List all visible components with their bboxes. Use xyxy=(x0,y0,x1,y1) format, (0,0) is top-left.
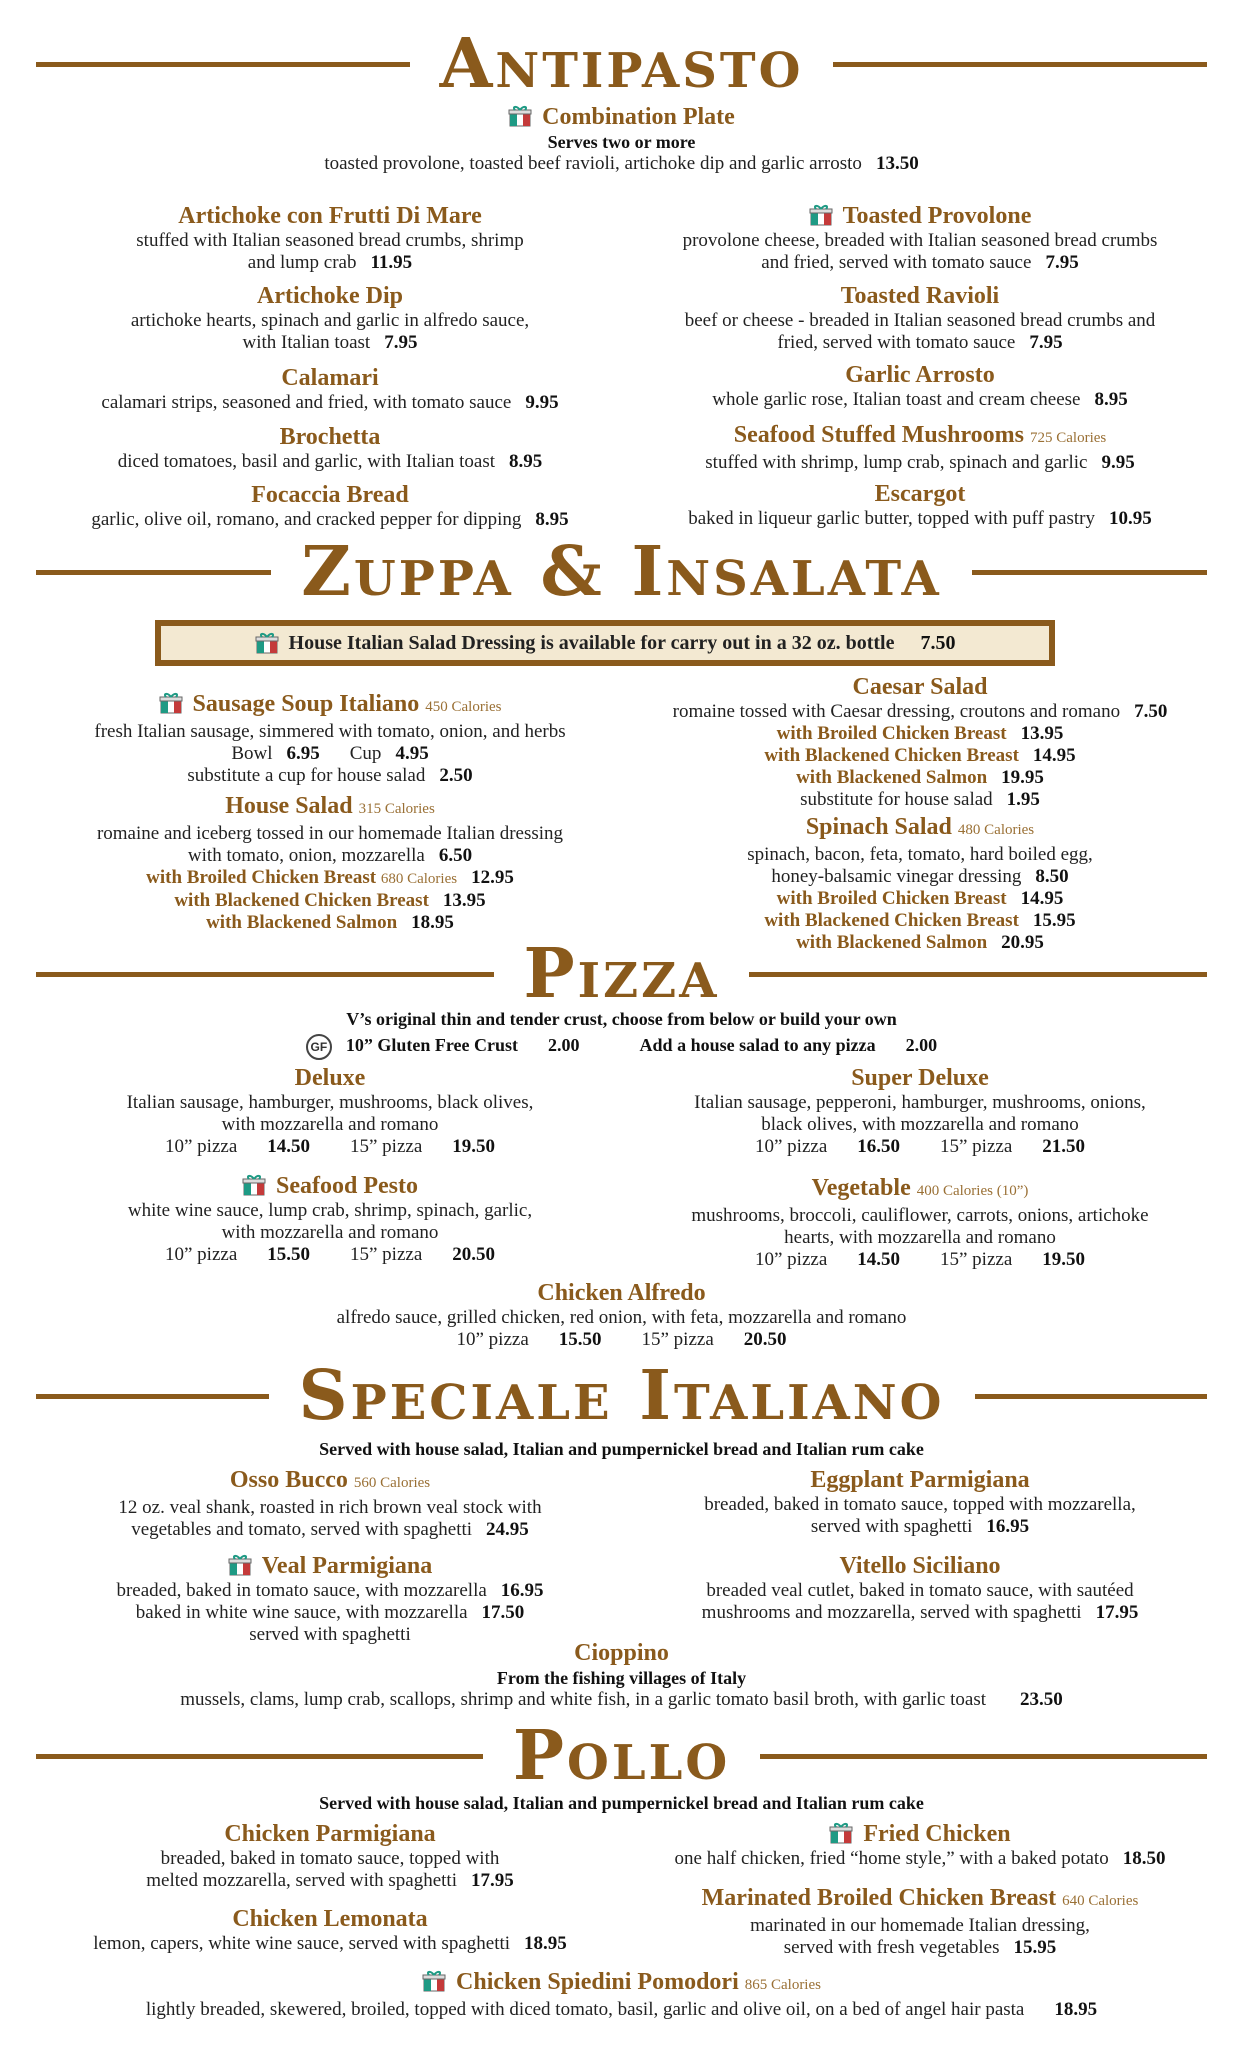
option-price: 13.95 xyxy=(1020,723,1064,744)
divider xyxy=(36,1394,269,1399)
sub-price: 1.95 xyxy=(1006,789,1040,810)
menu-item-super-deluxe xyxy=(620,1064,1220,1158)
item-note: From the fishing villages of Italy xyxy=(496,1668,747,1688)
item-name: Vegetable xyxy=(811,1175,911,1201)
gift-icon xyxy=(159,692,183,714)
item-desc: stuffed with shrimp, lump crab, spinach and garlic xyxy=(705,452,1088,473)
size-10-price: 14.50 xyxy=(857,1249,900,1270)
item-desc: mushrooms, broccoli, cauliflower, carrots, onions, artichoke xyxy=(691,1205,1149,1226)
menu-item-toasted-provolone xyxy=(620,202,1220,274)
item-price: 11.95 xyxy=(370,252,413,273)
item-desc: hearts, with mozzarella and romano xyxy=(784,1227,1056,1248)
menu-item-seafood-pesto xyxy=(30,1172,630,1266)
divider xyxy=(833,62,1207,67)
item-desc: lemon, capers, white wine sauce, served with spaghetti xyxy=(93,1933,511,1954)
item-desc: Italian sausage, pepperoni, hamburger, mushrooms, onions, xyxy=(694,1092,1146,1113)
bowl-price: 6.95 xyxy=(286,743,320,764)
item-name: Caesar Salad xyxy=(852,674,988,700)
option-calories: 680 Calories xyxy=(380,871,458,887)
divider xyxy=(36,1754,483,1759)
size-10-label: 10” pizza xyxy=(456,1329,529,1350)
section-title: Antipasto xyxy=(439,24,804,104)
gift-icon xyxy=(255,632,279,654)
item-desc: honey-balsamic vinegar dressing xyxy=(771,866,1022,887)
item-price: 16.95 xyxy=(500,1580,544,1601)
item-desc: beef or cheese - breaded in Italian seasoned bread crumbs and xyxy=(684,310,1156,331)
section-title: Speciale Italiano xyxy=(298,1356,945,1436)
menu-item-fried-chicken xyxy=(620,1820,1220,1870)
menu-item-chicken-alfredo xyxy=(0,1279,1243,1351)
size-10-label: 10” pizza xyxy=(164,1136,238,1157)
size-15-price: 19.50 xyxy=(452,1136,496,1157)
item-price: 16.95 xyxy=(986,1516,1030,1537)
item-desc: with tomato, onion, mozzarella xyxy=(187,845,425,866)
item-price: 8.95 xyxy=(1094,389,1128,410)
item-note: Serves two or more xyxy=(547,132,696,152)
item-name: Artichoke Dip xyxy=(257,283,403,309)
menu-item-calamari xyxy=(30,364,630,414)
item-desc: provolone cheese, breaded with Italian seasoned bread crumbs xyxy=(682,230,1158,251)
pizza-intro-text: V’s original thin and tender crust, choose from below or build your own xyxy=(346,1009,897,1029)
section-title: Zuppa & Insalata xyxy=(301,532,942,612)
option-label: with Broiled Chicken Breast xyxy=(776,723,1007,744)
item-name: Veal Parmigiana xyxy=(261,1553,433,1579)
item-price: 24.95 xyxy=(486,1519,529,1540)
item-name: Toasted Ravioli xyxy=(840,283,1000,309)
size-15-label: 15” pizza xyxy=(940,1136,1013,1157)
item-desc: one half chicken, fried “home style,” with a baked potato xyxy=(674,1848,1109,1869)
item-desc: fried, served with tomato sauce xyxy=(777,332,1016,353)
item-desc: marinated in our homemade Italian dressing, xyxy=(750,1915,1090,1936)
menu-item-marinated-chicken xyxy=(620,1884,1220,1959)
item-calories: 560 Calories xyxy=(353,1475,431,1491)
divider xyxy=(749,972,1207,977)
option-price: 12.95 xyxy=(471,867,514,888)
option-label: with Blackened Salmon xyxy=(796,767,988,788)
item-name: Combination Plate xyxy=(542,104,735,130)
dressing-banner xyxy=(155,620,1055,666)
divider xyxy=(760,1754,1207,1759)
menu-item-deluxe xyxy=(30,1064,630,1158)
item-name: Calamari xyxy=(281,365,379,391)
item-desc: vegetables and tomato, served with spaghetti xyxy=(131,1519,473,1540)
item-desc: with mozzarella and romano xyxy=(221,1114,439,1135)
item-desc: fresh Italian sausage, simmered with tomato, onion, and herbs xyxy=(94,721,566,742)
item-price: 17.95 xyxy=(1095,1602,1139,1623)
item-price: 23.50 xyxy=(1020,1689,1063,1710)
size-15-price: 20.50 xyxy=(743,1329,787,1350)
item-price: 8.95 xyxy=(535,509,569,530)
item-desc: whole garlic rose, Italian toast and cream cheese xyxy=(712,389,1081,410)
menu-item-brochetta xyxy=(30,423,630,473)
speciale-intro-text: Served with house salad, Italian and pumpernickel bread and Italian rum cake xyxy=(319,1439,924,1459)
menu-item-eggplant-parmigiana xyxy=(620,1466,1220,1538)
menu-item-escargot xyxy=(620,480,1220,530)
menu-item-combination-plate xyxy=(0,103,1243,175)
item-desc: breaded, baked in tomato sauce, topped with xyxy=(160,1848,500,1869)
option-price: 19.95 xyxy=(1001,767,1044,788)
add-salad-price: 2.00 xyxy=(905,1035,938,1056)
item-price: 8.95 xyxy=(509,451,543,472)
section-header-speciale xyxy=(0,1356,1243,1436)
item-desc: breaded veal cutlet, baked in tomato sauce, with sautéed xyxy=(706,1580,1134,1601)
item-desc: artichoke hearts, spinach and garlic in alfredo sauce, xyxy=(130,310,530,331)
menu-item-cioppino xyxy=(0,1639,1243,1711)
menu-item-chicken-parmigiana xyxy=(30,1820,630,1892)
item-name: Escargot xyxy=(874,481,966,507)
menu-item-spinach-salad xyxy=(620,813,1220,954)
divider xyxy=(36,972,494,977)
item-price: 7.95 xyxy=(384,332,418,353)
gluten-free-icon: GF xyxy=(306,1034,332,1060)
banner-text: House Italian Salad Dressing is available for carry out in a 32 oz. bottle xyxy=(288,631,895,654)
item-price: 9.95 xyxy=(525,392,559,413)
item-calories: 640 Calories xyxy=(1062,1893,1139,1909)
item-desc: served with fresh vegetables xyxy=(783,1937,1000,1958)
option-price: 15.95 xyxy=(1032,910,1076,931)
menu-item-toasted-ravioli xyxy=(620,282,1220,354)
item-name: Sausage Soup Italiano xyxy=(192,691,420,717)
item-price: 9.95 xyxy=(1101,452,1135,473)
item-desc: black olives, with mozzarella and romano xyxy=(761,1114,1079,1135)
gift-icon xyxy=(809,204,833,226)
banner-price: 7.50 xyxy=(920,631,956,654)
option-price: 13.95 xyxy=(442,890,486,911)
menu-item-chicken-spiedini xyxy=(0,1968,1243,2021)
item-price: 8.50 xyxy=(1035,866,1069,887)
size-10-price: 15.50 xyxy=(558,1329,602,1350)
menu-item-artichoke-dip xyxy=(30,282,630,354)
gift-icon xyxy=(228,1554,252,1576)
item-desc: melted mozzarella, served with spaghetti xyxy=(146,1870,457,1891)
item-price: 18.95 xyxy=(524,1933,567,1954)
item-name: Garlic Arrosto xyxy=(845,362,995,388)
item-desc: breaded, baked in tomato sauce, topped with mozzarella, xyxy=(704,1494,1136,1515)
gift-icon xyxy=(508,105,532,127)
item-desc: diced tomatoes, basil and garlic, with Italian toast xyxy=(117,451,495,472)
item-price: 10.95 xyxy=(1109,508,1152,529)
item-name: Seafood Pesto xyxy=(276,1173,418,1199)
item-calories: 480 Calories xyxy=(957,822,1035,838)
item-name: Brochetta xyxy=(279,424,381,450)
divider xyxy=(972,570,1207,575)
bowl-label: Bowl xyxy=(231,743,273,764)
divider xyxy=(36,570,271,575)
item-name: Fried Chicken xyxy=(863,1821,1011,1847)
item-price: 7.95 xyxy=(1045,252,1079,273)
sub-price: 2.50 xyxy=(439,765,473,786)
option-label: with Broiled Chicken Breast xyxy=(776,888,1007,909)
gf-crust-label: 10” Gluten Free Crust xyxy=(345,1035,519,1056)
menu-item-vegetable xyxy=(620,1174,1220,1271)
item-name: Deluxe xyxy=(294,1065,366,1091)
item-price: 6.50 xyxy=(438,845,473,866)
item-name: Chicken Lemonata xyxy=(232,1906,428,1932)
size-15-price: 21.50 xyxy=(1042,1136,1086,1157)
option-label: with Blackened Chicken Breast xyxy=(764,745,1019,766)
section-header-antipasto xyxy=(0,24,1243,104)
size-15-label: 15” pizza xyxy=(350,1136,423,1157)
menu-item-sausage-soup xyxy=(30,690,630,787)
size-10-price: 14.50 xyxy=(267,1136,310,1157)
item-name: Seafood Stuffed Mushrooms xyxy=(733,422,1024,448)
item-desc: and fried, served with tomato sauce xyxy=(761,252,1032,273)
item-name: Cioppino xyxy=(574,1640,669,1666)
divider xyxy=(975,1394,1208,1399)
item-name: Chicken Parmigiana xyxy=(224,1821,436,1847)
size-15-label: 15” pizza xyxy=(641,1329,714,1350)
item-desc: spinach, bacon, feta, tomato, hard boiled egg, xyxy=(747,844,1093,865)
item-desc: romaine tossed with Caesar dressing, croutons and romano xyxy=(672,701,1121,722)
section-header-pizza xyxy=(0,934,1243,1014)
item-calories: 725 Calories xyxy=(1030,430,1107,446)
size-15-price: 20.50 xyxy=(452,1244,496,1265)
gift-icon xyxy=(422,1970,446,1992)
item-name: Artichoke con Frutti Di Mare xyxy=(178,203,482,229)
item-desc: lightly breaded, skewered, broiled, topped with diced tomato, basil, garlic and olive oil, on a bed of angel hair pasta xyxy=(145,1999,1025,2020)
item-desc: alfredo sauce, grilled chicken, red onion, with feta, mozzarella and romano xyxy=(336,1307,907,1328)
item-desc: baked in white wine sauce, with mozzarella xyxy=(135,1602,468,1623)
item-desc: 12 oz. veal shank, roasted in rich brown veal stock with xyxy=(118,1497,542,1518)
menu-item-caesar-salad xyxy=(620,673,1220,811)
section-header-pollo xyxy=(0,1716,1243,1796)
item-price: 18.95 xyxy=(1054,1999,1098,2020)
item-calories: 450 Calories xyxy=(425,699,502,715)
cup-label: Cup xyxy=(349,743,382,764)
section-title: Pollo xyxy=(512,1716,731,1796)
item-desc: toasted provolone, toasted beef ravioli, artichoke dip and garlic arrosto xyxy=(324,153,862,174)
option-price: 20.95 xyxy=(1001,932,1044,953)
item-calories: 400 Calories (10”) xyxy=(916,1183,1029,1199)
item-name: Super Deluxe xyxy=(851,1065,989,1091)
item-name: House Salad xyxy=(225,793,353,819)
menu-item-veal-parmigiana xyxy=(30,1552,630,1646)
pizza-intro xyxy=(0,1008,1243,1060)
item-calories: 865 Calories xyxy=(744,1977,821,1993)
menu-item-osso-bucco xyxy=(30,1466,630,1541)
item-desc: served with spaghetti xyxy=(249,1624,411,1645)
item-name: Chicken Spiedini Pomodori xyxy=(456,1969,739,1995)
item-desc: mushrooms and mozzarella, served with spaghetti xyxy=(701,1602,1082,1623)
item-price: 7.95 xyxy=(1029,332,1063,353)
item-name: Marinated Broiled Chicken Breast xyxy=(701,1885,1057,1911)
size-10-label: 10” pizza xyxy=(754,1136,828,1157)
item-price: 7.50 xyxy=(1134,701,1168,722)
item-desc: romaine and iceberg tossed in our homemade Italian dressing xyxy=(96,823,564,844)
menu-item-seafood-mushrooms xyxy=(620,421,1220,474)
menu-item-house-salad xyxy=(30,792,630,934)
speciale-intro xyxy=(0,1438,1243,1460)
item-desc: stuffed with Italian seasoned bread crumbs, shrimp xyxy=(136,230,524,251)
item-name: Spinach Salad xyxy=(805,814,952,840)
cup-price: 4.95 xyxy=(395,743,429,764)
item-desc: and lump crab xyxy=(247,252,357,273)
option-price: 18.95 xyxy=(411,912,454,933)
add-salad-label: Add a house salad to any pizza xyxy=(639,1035,876,1056)
item-name: Eggplant Parmigiana xyxy=(810,1467,1030,1493)
item-price: 17.50 xyxy=(481,1602,525,1623)
menu-item-vitello-siciliano xyxy=(620,1552,1220,1624)
item-name: Osso Bucco xyxy=(229,1467,348,1493)
item-sub: substitute a cup for house salad xyxy=(187,765,426,786)
size-15-label: 15” pizza xyxy=(940,1249,1013,1270)
item-price: 13.50 xyxy=(875,153,919,174)
option-label: with Blackened Chicken Breast xyxy=(764,910,1019,931)
size-10-price: 15.50 xyxy=(267,1244,310,1265)
gift-icon xyxy=(242,1174,266,1196)
size-10-price: 16.50 xyxy=(857,1136,900,1157)
item-price: 18.50 xyxy=(1122,1848,1166,1869)
item-desc: mussels, clams, lump crab, scallops, shrimp and white fish, in a garlic tomato basil broth, with garlic toast xyxy=(180,1689,986,1710)
item-desc: baked in liqueur garlic butter, topped with puff pastry xyxy=(688,508,1095,529)
item-name: Focaccia Bread xyxy=(251,482,409,508)
item-desc: white wine sauce, lump crab, shrimp, spinach, garlic, xyxy=(127,1200,533,1221)
section-title: Pizza xyxy=(523,934,720,1014)
gf-crust-price: 2.00 xyxy=(548,1035,580,1056)
pollo-intro xyxy=(0,1792,1243,1814)
menu-item-focaccia xyxy=(30,481,630,531)
item-desc: Italian sausage, hamburger, mushrooms, black olives, xyxy=(126,1092,534,1113)
item-desc: with mozzarella and romano xyxy=(221,1222,439,1243)
gift-icon xyxy=(829,1822,853,1844)
size-15-price: 19.50 xyxy=(1042,1249,1086,1270)
size-10-label: 10” pizza xyxy=(164,1244,238,1265)
item-desc: served with spaghetti xyxy=(810,1516,973,1537)
item-desc: with Italian toast xyxy=(242,332,371,353)
menu-item-garlic-arrosto xyxy=(620,361,1220,411)
item-price: 15.95 xyxy=(1013,1937,1057,1958)
item-desc: calamari strips, seasoned and fried, with tomato sauce xyxy=(101,392,512,413)
size-15-label: 15” pizza xyxy=(350,1244,423,1265)
item-name: Chicken Alfredo xyxy=(537,1280,706,1306)
option-label: with Blackened Chicken Breast xyxy=(174,890,429,911)
section-header-zuppa xyxy=(0,532,1243,612)
option-price: 14.95 xyxy=(1032,745,1076,766)
menu-item-artichoke-frutti xyxy=(30,202,630,274)
item-name: Toasted Provolone xyxy=(842,203,1032,229)
menu-item-chicken-lemonata xyxy=(30,1905,630,1955)
item-calories: 315 Calories xyxy=(358,801,435,817)
pollo-intro-text: Served with house salad, Italian and pumpernickel bread and Italian rum cake xyxy=(319,1793,924,1813)
option-price: 14.95 xyxy=(1020,888,1064,909)
option-label: with Blackened Salmon xyxy=(206,912,398,933)
item-desc: garlic, olive oil, romano, and cracked pepper for dipping xyxy=(91,509,522,530)
divider xyxy=(36,62,410,67)
item-sub: substitute for house salad xyxy=(800,789,993,810)
item-desc: breaded, baked in tomato sauce, with mozzarella xyxy=(116,1580,487,1601)
size-10-label: 10” pizza xyxy=(754,1249,828,1270)
item-price: 17.95 xyxy=(471,1870,514,1891)
option-label: with Broiled Chicken Breast xyxy=(146,867,377,888)
item-name: Vitello Siciliano xyxy=(839,1553,1001,1579)
option-label: with Blackened Salmon xyxy=(796,932,988,953)
